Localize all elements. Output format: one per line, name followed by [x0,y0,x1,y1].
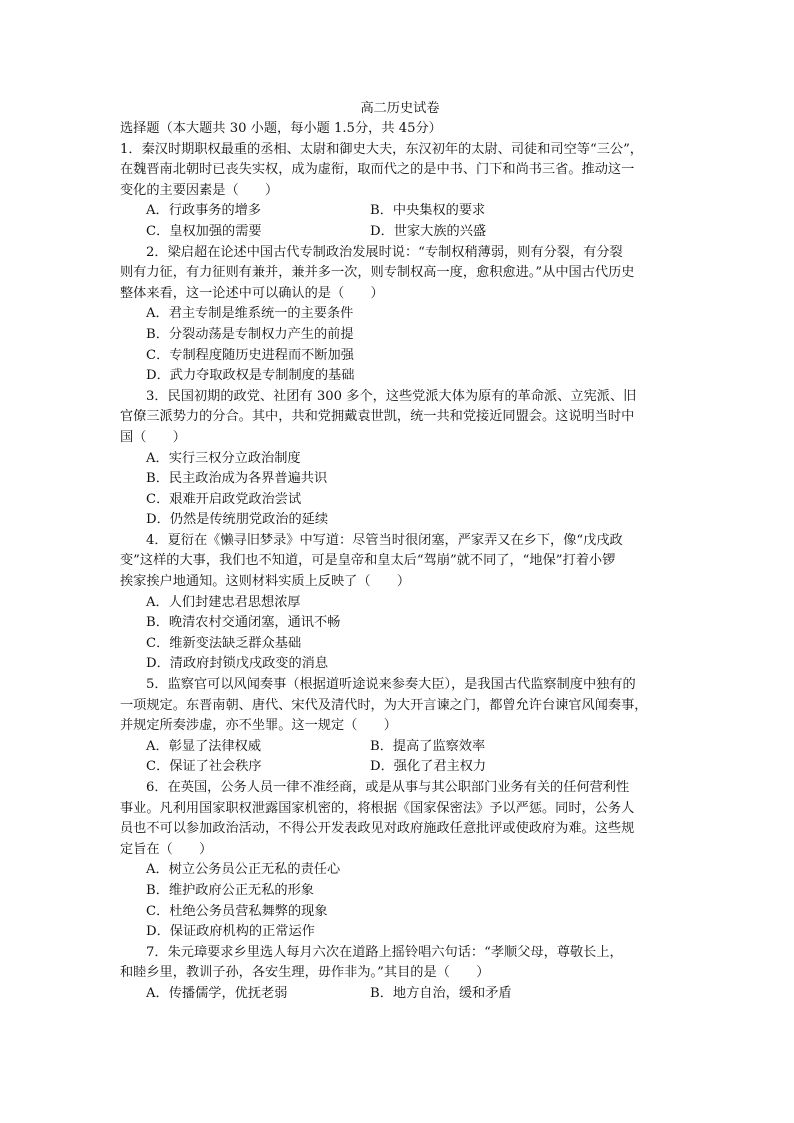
option-b: B．分裂动荡是专制权力产生的前提 [146,326,354,342]
option-d: D．武力夺取政权是专制制度的基础 [146,368,355,384]
option-d: D．保证政府机构的正常运作 [146,924,315,940]
question-7-option-row [120,984,680,1005]
option-d: D．清政府封锁戊戌政变的消息 [146,656,329,672]
option-a: A．君主专制是维系统一的主要条件 [146,306,354,322]
option-c: C．专制程度随历史进程而不断加强 [146,347,354,363]
option-c: C．保证了社会秩序 [146,759,262,775]
question-5-option-row [120,737,680,758]
question-2-text: 2．梁启超在论述中国古代专制政治发展时说：“专制权稍薄弱，则有分裂，有分裂 [146,244,623,260]
question-3-text: 国（ ） [120,429,186,445]
question-4-text: 挨家挨户地通知。这则材料实质上反映了（ ） [120,574,411,590]
question-3-text: 3．民国初期的政党、社团有 300 多个，这些党派大体为原有的革命派、立宪派、旧 [146,388,637,404]
question-1-text: 1．秦汉时期职权最重的丞相、太尉和御史大夫，东汉初年的太尉、司徒和司空等“三公”， [120,141,643,157]
option-b: B．晚清农村交通闭塞，通讯不畅 [146,615,341,631]
option-b: B．提高了监察效率 [370,738,486,754]
option-b: B．地方自治，缓和矛盾 [370,985,512,1001]
question-4 [120,531,680,675]
question-7 [120,943,680,1005]
option-a: A．传播儒学，优抚老弱 [146,985,288,1001]
question-3 [120,387,680,531]
question-5-option-row [120,757,680,778]
question-2 [120,243,680,387]
question-1-text: 在魏晋南北朝时已丧失实权，成为虚衔，取而代之的是中书、门下和尚书三省。推动这一 [120,162,635,178]
option-d: D．世家大族的兴盛 [370,223,487,239]
question-5-text: 并规定所奏涉虚，亦不坐罪。这一规定（ ） [120,718,397,734]
question-4-text: 4．夏衍在《懒寻旧梦录》中写道：尽管当时很闭塞，严家弄又在乡下，像“戊戌政 [146,532,623,548]
question-6-text: 6．在英国，公务人员一律不准经商，或是从事与其公职部门业务有关的任何营利性 [146,780,630,795]
option-a: A．树立公务员公正无私的责任心 [146,862,341,878]
question-2-text: 整体来看，这一论述中可以确认的是（ ） [120,285,384,301]
question-1-text: 变化的主要因素是（ ） [120,182,279,198]
option-b: B．中央集权的要求 [370,203,486,219]
option-a: A．行政事务的增多 [146,203,262,219]
section-header: 选择题（本大题共 30 小题，每小题 1.5分，共 45分） [120,121,442,136]
question-6-text: 员也不可以参加政治活动，不得公开发表政见对政府施政任意批评或使政府为难。这些规 [120,821,635,837]
page-title: 高二历史试卷 [360,101,440,116]
question-7-text: 7．朱元璋要求乡里选人每月六次在道路上摇铃唱六句话：“孝顺父母，尊敬长上， [146,944,623,960]
option-c: C．艰难开启政党政治尝试 [146,491,302,507]
option-c: C．杜绝公务员营私舞弊的现象 [146,903,328,919]
option-a: A．彰显了法律权威 [146,738,262,754]
question-6-text: 定旨在（ ） [120,841,213,857]
question-2-text: 则有力征，有力征则有兼并，兼并多一次，则专制权高一度，愈积愈进。”从中国古代历史 [120,265,635,281]
question-1-option-row [120,201,680,222]
option-d: D．强化了君主权力 [370,759,487,775]
option-c: C．皇权加强的需要 [146,223,262,239]
question-7-text: 和睦乡里，教训子孙，各安生理，毋作非为。”其目的是（ ） [120,965,490,981]
question-6-text: 事业。凡利用国家职权泄露国家机密的，将根据《国家保密法》予以严惩。同时，公务人 [120,800,635,816]
option-b: B．民主政治成为各界普遍共识 [146,471,328,487]
question-6 [120,778,680,943]
option-a: A．人们封建忠君思想浓厚 [146,594,301,610]
question-1-option-row [120,222,680,243]
question-3-text: 官僚三派势力的分合。其中，共和党拥戴袁世凯，统一共和党接近同盟会。这说明当时中 [120,409,635,425]
option-b: B．维护政府公正无私的形象 [146,882,314,898]
option-a: A．实行三权分立政治制度 [146,450,301,466]
option-c: C．维新变法缺乏群众基础 [146,635,302,651]
question-4-text: 变”这样的大事，我们也不知道，可是皇帝和皇太后“驾崩”就不同了，“地保”打着小锣 [120,553,616,569]
question-5 [120,675,680,778]
question-1 [120,140,680,243]
exam-page [120,99,680,1005]
question-5-text: 5．监察官可以风闻奏事（根据道听途说来参奏大臣），是我国古代监察制度中独有的 [146,677,636,693]
option-d: D．仍然是传统朋党政治的延续 [146,512,329,528]
question-5-text: 一项规定。东晋南朝、唐代、宋代及清代时，为大开言谏之门，都曾允许台谏官风闻奏事， [120,697,648,713]
